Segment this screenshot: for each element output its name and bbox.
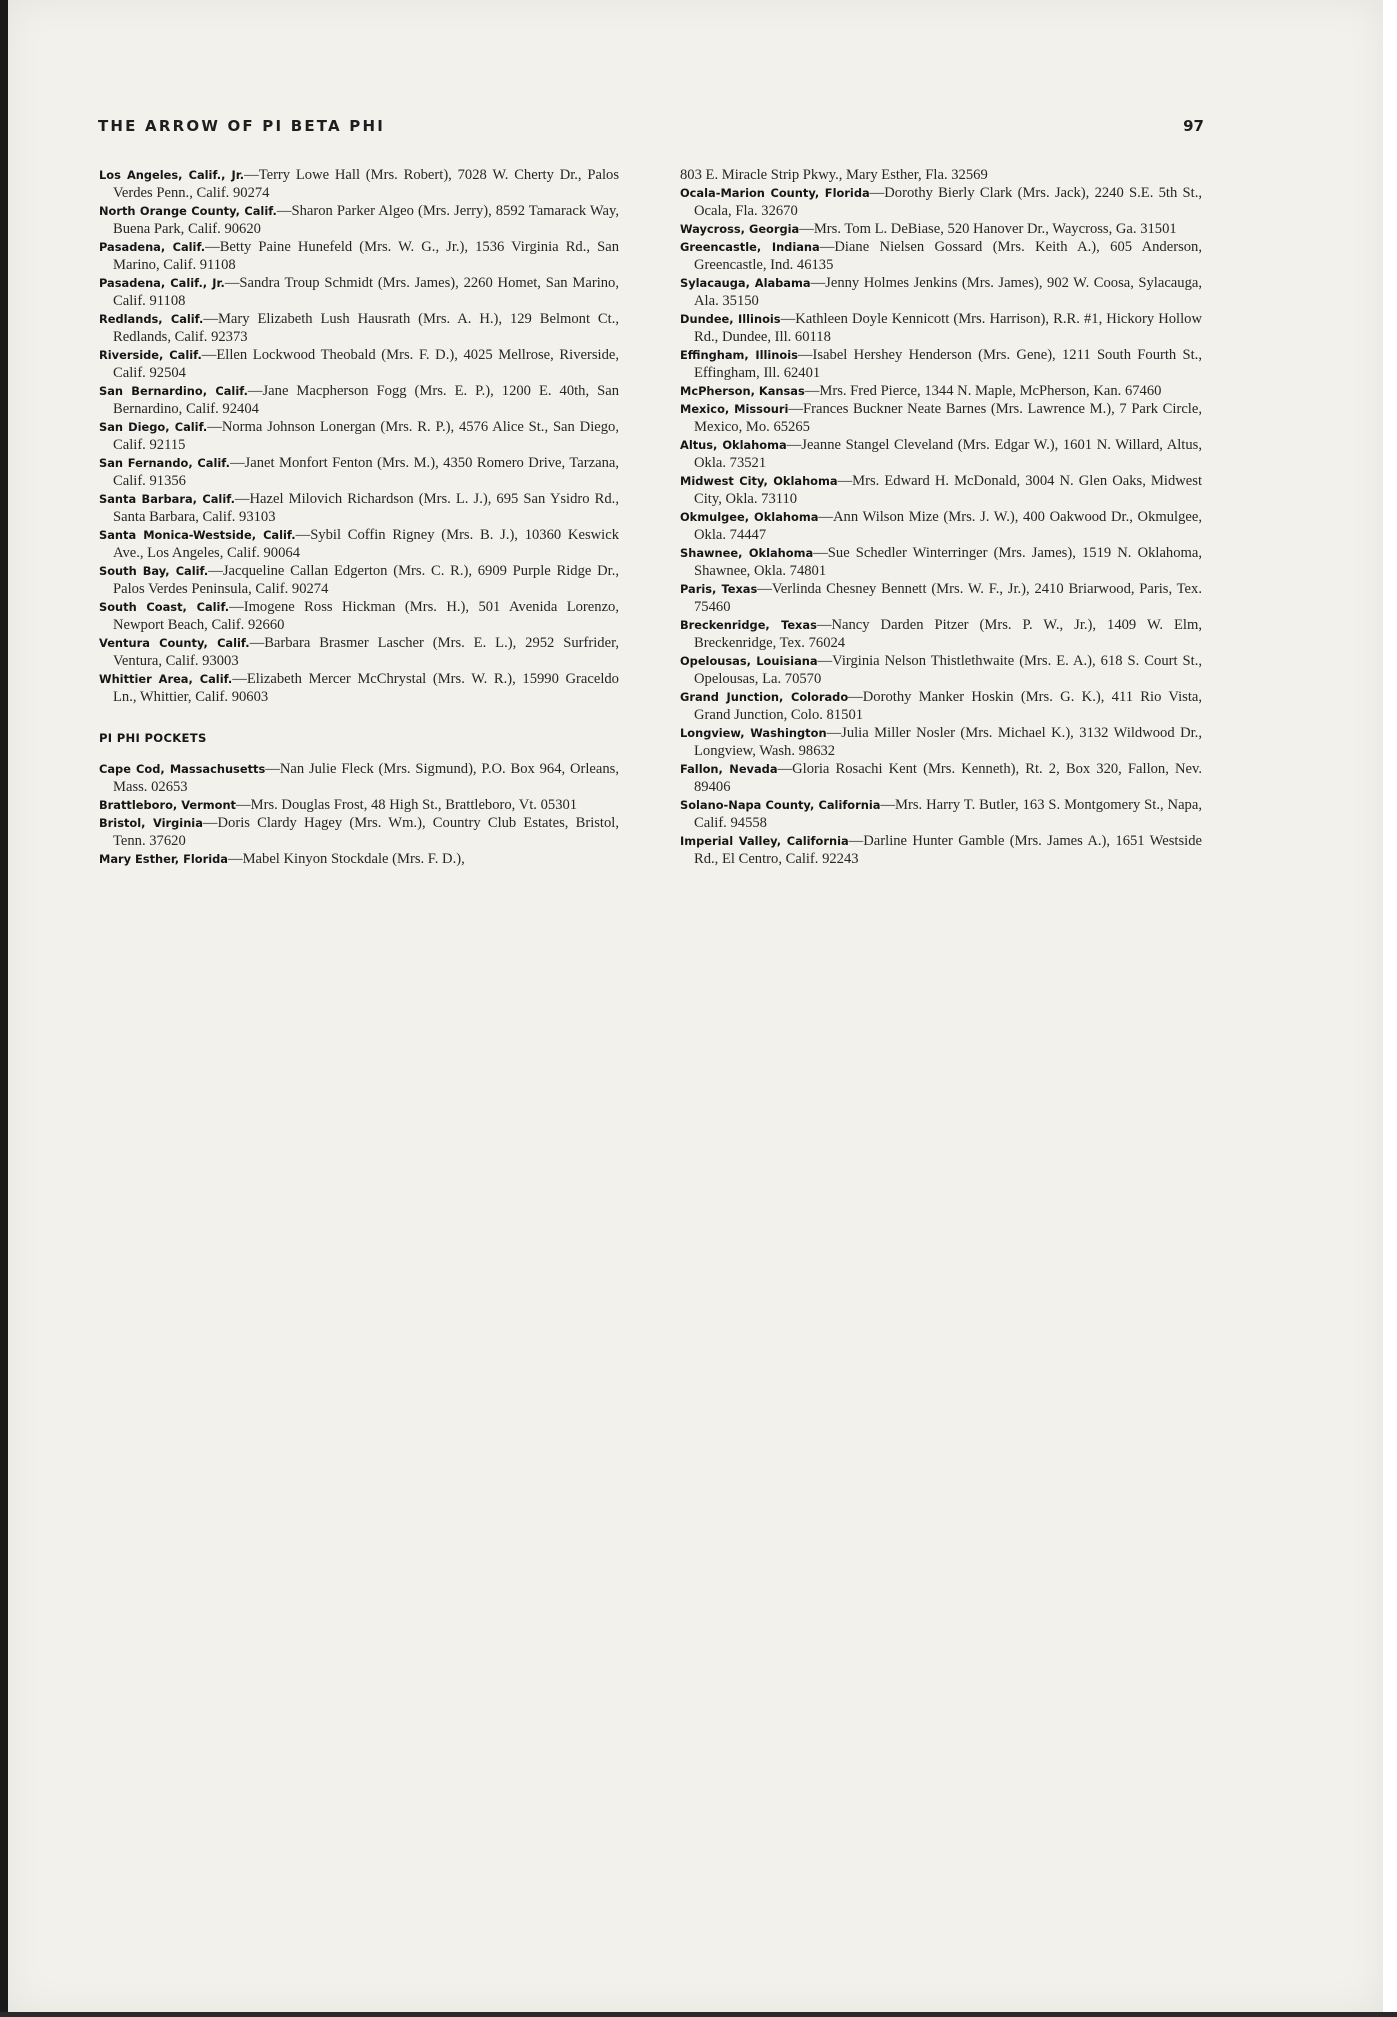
entry-details: —Sharon Parker Algeo (Mrs. Jerry), 8592 Tamarack Way, Buena Park, Calif. 90620 (113, 203, 619, 237)
page-header (98, 117, 1204, 141)
entry-details: —Sue Schedler Winterringer (Mrs. James), 1519 N. Oklahoma, Shawnee, Okla. 74801 (694, 545, 1203, 579)
chapter-name: Sylacauga, Alabama (680, 276, 811, 290)
chapter-name: Santa Barbara, Calif. (99, 492, 235, 506)
right-column (680, 166, 1202, 868)
list-item (680, 724, 1202, 760)
chapter-name: Ventura County, Calif. (99, 636, 250, 650)
left-column (99, 166, 619, 868)
entry-details: —Nan Julie Fleck (Mrs. Sigmund), P.O. Box 964, Orleans, Mass. 02653 (113, 761, 620, 795)
list-item (99, 346, 619, 382)
chapter-name: Midwest City, Oklahoma (680, 474, 838, 488)
list-item (99, 670, 619, 706)
chapter-name: Fallon, Nevada (680, 762, 778, 776)
list-item (680, 832, 1202, 868)
list-item (680, 508, 1202, 544)
page-number: 97 (1183, 117, 1204, 135)
chapter-list (99, 166, 619, 706)
entry-details: —Norma Johnson Lonergan (Mrs. R. P.), 4576 Alice St., San Diego, Calif. 92115 (113, 419, 619, 453)
list-item (680, 760, 1202, 796)
entry-details: —Jeanne Stangel Cleveland (Mrs. Edgar W.), 1601 N. Willard, Altus, Okla. 73521 (694, 437, 1202, 471)
entry-details: —Verlinda Chesney Bennett (Mrs. W. F., Jr.), 2410 Briarwood, Paris, Tex. 75460 (694, 581, 1202, 615)
entry-details: —Jenny Holmes Jenkins (Mrs. James), 902 W. Coosa, Sylacauga, Ala. 35150 (694, 275, 1203, 309)
entry-details: —Ann Wilson Mize (Mrs. J. W.), 400 Oakwood Dr., Okmulgee, Okla. 74447 (694, 509, 1202, 543)
list-item (99, 418, 619, 454)
entry-details: —Mary Elizabeth Lush Hausrath (Mrs. A. H.), 129 Belmont Ct., Redlands, Calif. 92373 (113, 311, 620, 345)
entry-details: —Sybil Coffin Rigney (Mrs. B. J.), 10360 Keswick Ave., Los Angeles, Calif. 90064 (113, 527, 619, 561)
chapter-name: Opelousas, Louisiana (680, 654, 818, 668)
list-item (680, 796, 1202, 832)
chapter-name: Los Angeles, Calif., Jr. (99, 168, 245, 182)
entry-details: —Sandra Troup Schmidt (Mrs. James), 2260 Homet, San Marino, Calif. 91108 (113, 275, 619, 309)
running-title: THE ARROW OF PI BETA PHI (98, 117, 386, 135)
list-item (680, 184, 1202, 220)
chapter-name: Brattleboro, Vermont (99, 798, 237, 812)
chapter-name: Ocala-Marion County, Florida (680, 186, 870, 200)
list-item (99, 454, 619, 490)
list-item (680, 580, 1202, 616)
chapter-name: Pasadena, Calif., Jr. (99, 276, 225, 290)
entry-details: —Diane Nielsen Gossard (Mrs. Keith A.), 605 Anderson, Greencastle, Ind. 46135 (694, 239, 1202, 273)
entry-details: —Jane Macpherson Fogg (Mrs. E. P.), 1200 E. 40th, San Bernardino, Calif. 92404 (113, 383, 620, 417)
chapter-name: San Bernardino, Calif. (99, 384, 248, 398)
list-item (99, 202, 619, 238)
list-item (680, 310, 1202, 346)
entry-details: —Elizabeth Mercer McChrystal (Mrs. W. R.), 15990 Graceldo Ln., Whittier, Calif. 90603 (113, 671, 619, 705)
entry-details: —Betty Paine Hunefeld (Mrs. W. G., Jr.), 1536 Virginia Rd., San Marino, Calif. 91108 (113, 239, 619, 273)
list-item (99, 598, 619, 634)
entry-details: —Mrs. Harry T. Butler, 163 S. Montgomery St., Napa, Calif. 94558 (694, 797, 1202, 831)
entry-details: —Mrs. Fred Pierce, 1344 N. Maple, McPherson, Kan. 67460 (804, 383, 1162, 399)
list-item (99, 382, 619, 418)
chapter-name: Dundee, Illinois (680, 312, 781, 326)
entry-details: —Doris Clardy Hagey (Mrs. Wm.), Country Club Estates, Bristol, Tenn. 37620 (113, 815, 619, 849)
chapter-name: Shawnee, Oklahoma (680, 546, 814, 560)
entry-details: 803 E. Miracle Strip Pkwy., Mary Esther, Fla. 32569 (680, 167, 988, 183)
entry-details: —Mabel Kinyon Stockdale (Mrs. F. D.), (227, 851, 465, 867)
list-item (680, 472, 1202, 508)
chapter-name: Mary Esther, Florida (99, 852, 228, 866)
list-item (99, 760, 619, 796)
chapter-name: Santa Monica-Westside, Calif. (99, 528, 296, 542)
chapter-name: Altus, Oklahoma (680, 438, 787, 452)
chapter-name: Whittier Area, Calif. (99, 672, 233, 686)
chapter-name: Imperial Valley, California (680, 834, 849, 848)
entry-details: —Mrs. Tom L. DeBiase, 520 Hanover Dr., Waycross, Ga. 31501 (799, 221, 1177, 237)
pocket-list (99, 760, 619, 868)
list-item (99, 850, 619, 868)
list-item (680, 544, 1202, 580)
entry-details: —Imogene Ross Hickman (Mrs. H.), 501 Avenida Lorenzo, Newport Beach, Calif. 92660 (113, 599, 619, 633)
list-item (680, 274, 1202, 310)
list-item (680, 382, 1202, 400)
chapter-name: McPherson, Kansas (680, 384, 805, 398)
entry-details: —Dorothy Manker Hoskin (Mrs. G. K.), 411 Rio Vista, Grand Junction, Colo. 81501 (694, 689, 1202, 723)
list-item (680, 238, 1202, 274)
list-item (99, 562, 619, 598)
section-heading: PI PHI POCKETS (99, 731, 207, 745)
chapter-name: Waycross, Georgia (680, 222, 800, 236)
entry-details: —Virginia Nelson Thistlethwaite (Mrs. E. A.), 618 S. Court St., Opelousas, La. 70570 (694, 653, 1202, 687)
chapter-name: San Fernando, Calif. (99, 456, 230, 470)
list-item (99, 274, 619, 310)
chapter-name: Cape Cod, Massachusetts (99, 762, 266, 776)
list-item (680, 688, 1202, 724)
entry-details: —Julia Miller Nosler (Mrs. Michael K.), 3132 Wildwood Dr., Longview, Wash. 98632 (694, 725, 1202, 759)
list-item (680, 616, 1202, 652)
chapter-name: South Bay, Calif. (99, 564, 209, 578)
chapter-name: Effingham, Illinois (680, 348, 798, 362)
entry-details: —Barbara Brasmer Lascher (Mrs. E. L.), 2952 Surfrider, Ventura, Calif. 93003 (113, 635, 620, 669)
chapter-name: Breckenridge, Texas (680, 618, 817, 632)
chapter-name: Pasadena, Calif. (99, 240, 206, 254)
entry-details: —Jacqueline Callan Edgerton (Mrs. C. R.), 6909 Purple Ridge Dr., Palos Verdes Peninsula, Calif. 90274 (113, 563, 619, 597)
list-item (99, 310, 619, 346)
scan-left-edge (0, 0, 8, 2017)
entry-details: —Ellen Lockwood Theobald (Mrs. F. D.), 4025 Mellrose, Riverside, Calif. 92504 (113, 347, 619, 381)
list-item (680, 220, 1202, 238)
entry-details: —Mrs. Edward H. McDonald, 3004 N. Glen Oaks, Midwest City, Okla. 73110 (694, 473, 1202, 507)
chapter-name: South Coast, Calif. (99, 600, 230, 614)
chapter-name: Greencastle, Indiana (680, 240, 820, 254)
entry-details: —Darline Hunter Gamble (Mrs. James A.), 1651 Westside Rd., El Centro, Calif. 92243 (694, 833, 1202, 867)
chapter-name: Longview, Washington (680, 726, 827, 740)
chapter-name: Okmulgee, Oklahoma (680, 510, 819, 524)
list-item (680, 400, 1202, 436)
list-item (99, 166, 619, 202)
list-item (99, 814, 619, 850)
scan-bottom-edge (0, 2012, 1397, 2017)
entry-details: —Nancy Darden Pitzer (Mrs. P. W., Jr.), 1409 W. Elm, Breckenridge, Tex. 76024 (694, 617, 1202, 651)
continued-entry (680, 166, 1202, 184)
chapter-name: Solano-Napa County, California (680, 798, 881, 812)
chapter-name: Paris, Texas (680, 582, 758, 596)
entry-details: —Gloria Rosachi Kent (Mrs. Kenneth), Rt. 2, Box 320, Fallon, Nev. 89406 (694, 761, 1202, 795)
entry-details: —Janet Monfort Fenton (Mrs. M.), 4350 Romero Drive, Tarzana, Calif. 91356 (113, 455, 619, 489)
list-item (99, 490, 619, 526)
entry-details: —Mrs. Douglas Frost, 48 High St., Brattleboro, Vt. 05301 (236, 797, 578, 813)
list-item (680, 652, 1202, 688)
chapter-name: North Orange County, Calif. (99, 204, 277, 218)
entry-details: —Hazel Milovich Richardson (Mrs. L. J.), 695 San Ysidro Rd., Santa Barbara, Calif. 93103 (113, 491, 619, 525)
list-item (680, 436, 1202, 472)
chapter-name: Mexico, Missouri (680, 402, 789, 416)
list-item (99, 634, 619, 670)
entry-details: —Frances Buckner Neate Barnes (Mrs. Lawrence M.), 7 Park Circle, Mexico, Mo. 65265 (694, 401, 1202, 435)
list-item (680, 346, 1202, 382)
entry-details: —Kathleen Doyle Kennicott (Mrs. Harrison), R.R. #1, Hickory Hollow Rd., Dundee, Ill. 60118 (694, 311, 1202, 345)
chapter-name: San Diego, Calif. (99, 420, 208, 434)
chapter-name: Grand Junction, Colorado (680, 690, 849, 704)
list-item (99, 526, 619, 562)
list-item (99, 238, 619, 274)
list-item (99, 796, 619, 814)
chapter-name: Redlands, Calif. (99, 312, 204, 326)
chapter-name: Bristol, Virginia (99, 816, 203, 830)
entry-details: —Isabel Hershey Henderson (Mrs. Gene), 1211 South Fourth St., Effingham, Ill. 62401 (694, 347, 1202, 381)
entry-details: —Dorothy Bierly Clark (Mrs. Jack), 2240 S.E. 5th St., Ocala, Fla. 32670 (694, 185, 1203, 219)
chapter-name: Riverside, Calif. (99, 348, 202, 362)
pocket-list-continued (680, 184, 1202, 868)
entry-details: —Terry Lowe Hall (Mrs. Robert), 7028 W. Cherty Dr., Palos Verdes Penn., Calif. 90274 (113, 167, 619, 201)
